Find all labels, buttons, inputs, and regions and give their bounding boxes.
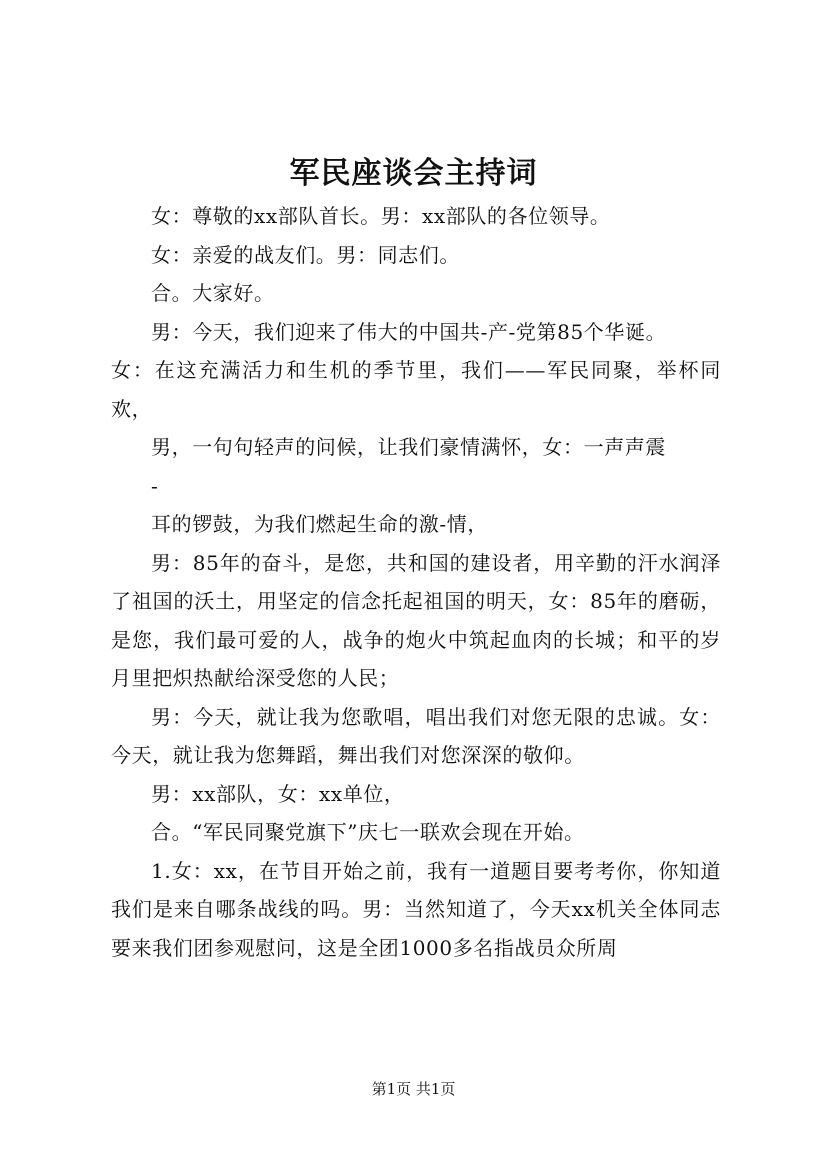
document-title: 军民座谈会主持词 — [289, 156, 538, 191]
paragraph-4: 男：今天，我们迎来了伟大的中国共-产-党第85个华诞。 — [151, 319, 667, 344]
paragraph-10: 男：今天，就让我为您歌唱，唱出我们对您无限的忠诚。女：今天，就让我为您舞蹈，舞出我们对您深深的敬仰。 — [111, 704, 721, 767]
paragraph-12: 合。“军民同聚党旗下”庆七一联欢会现在开始。 — [151, 820, 585, 844]
document-body — [111, 197, 721, 967]
paragraph-1: 女：尊敬的xx部队首长。男：xx部队的各位领导。 — [151, 204, 611, 228]
page-footer: 第1页 共1页 — [371, 1080, 456, 1098]
paragraph-8: 耳的锣鼓，为我们燃起生命的激-情， — [151, 512, 488, 536]
paragraph-3: 合。大家好。 — [151, 281, 275, 305]
paragraph-7: - — [151, 473, 159, 498]
paragraph-5: 女：在这充满活力和生机的季节里，我们——军民同聚，举杯同欢， — [111, 358, 721, 421]
paragraph-2: 女：亲爱的战友们。男：同志们。 — [151, 242, 460, 267]
paragraph-6: 男，一句句轻声的问候，让我们豪情满怀，女：一声声震 — [151, 435, 666, 459]
paragraph-9: 男：85年的奋斗，是您，共和国的建设者，用辛勤的汗水润泽了祖国的沃土，用坚定的信念托起祖国的明天，女：85年的磨砺，是您，我们最可爱的人，战争的炮火中筑起血肉的长城；和平的岁月里把炽热献给深受您的人民； — [111, 550, 721, 690]
paragraph-11: 男：xx部队，女：xx单位， — [151, 781, 405, 806]
paragraph-13: 1.女：xx，在节目开始之前，我有一道题目要考考你，你知道我们是来自哪条战线的吗。男：当然知道了，今天xx机关全体同志要来我们团参观慰问，这是全团1000多名指战员众所周 — [111, 858, 721, 960]
